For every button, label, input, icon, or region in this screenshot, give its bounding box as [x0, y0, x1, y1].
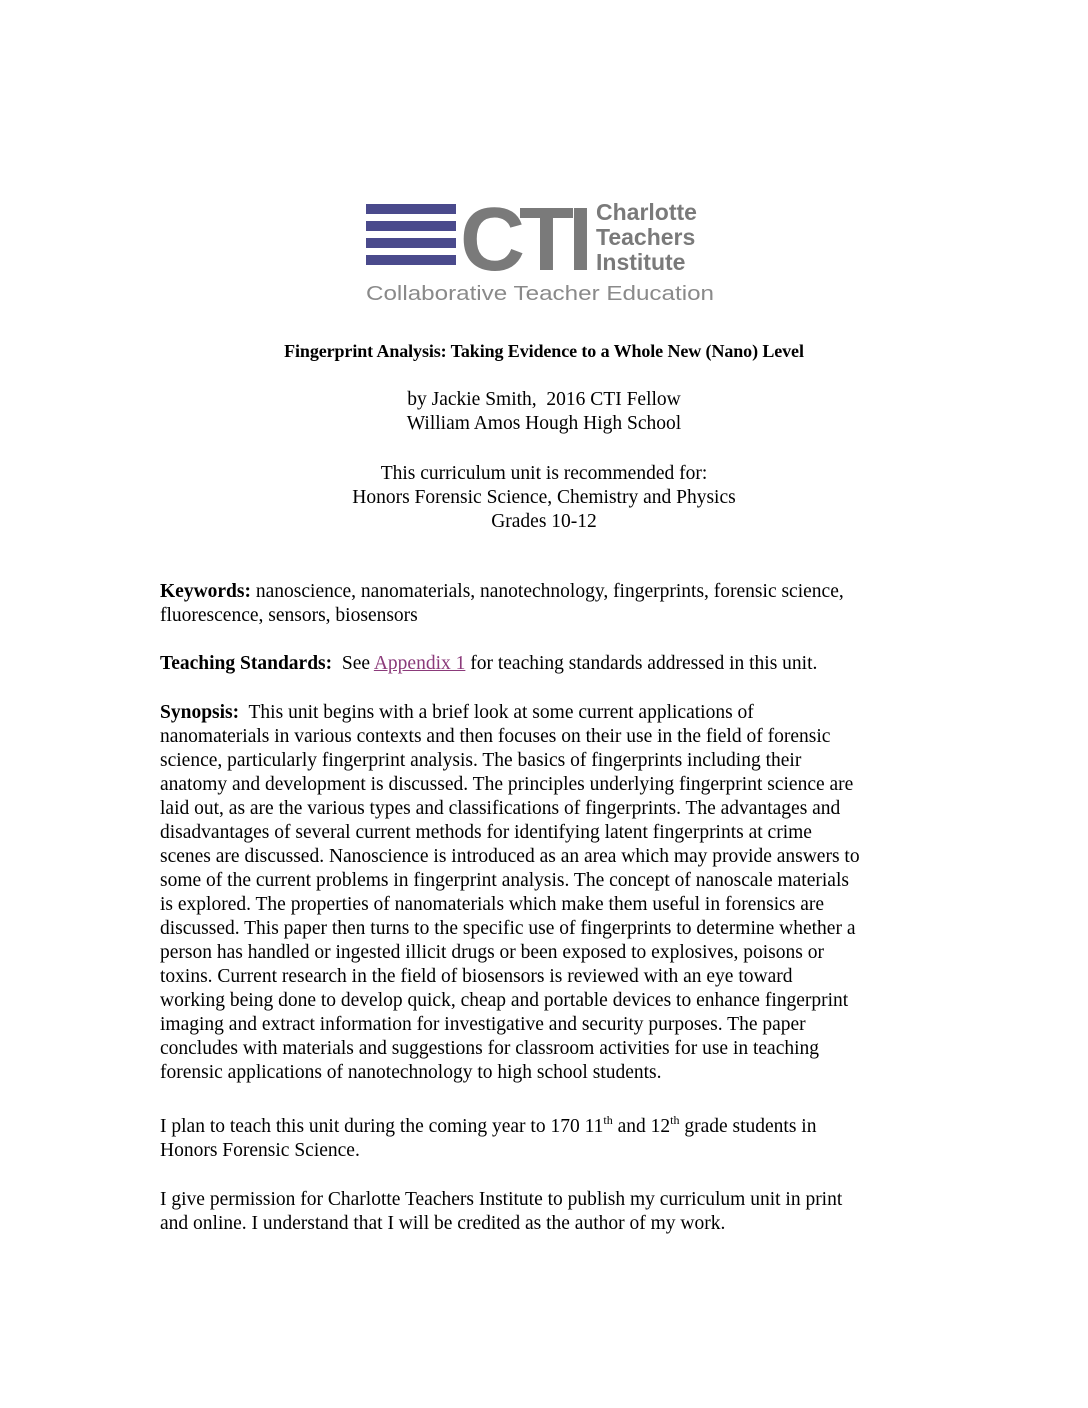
- appendix-link[interactable]: Appendix 1: [373, 653, 466, 674]
- plan-superscript-1: th: [603, 1113, 613, 1127]
- plan-line-2: Honors Forensic Science.: [160, 1140, 360, 1161]
- keywords-line-2: fluorescence, sensors, biosensors: [160, 605, 418, 626]
- plan-line-1: [160, 1115, 940, 1139]
- logo-acronym: CTI: [460, 196, 587, 290]
- recommendation-intro: This curriculum unit is recommended for:: [380, 463, 708, 484]
- keywords-paragraph: [160, 580, 940, 628]
- synopsis-line: person has handled or ingested illicit drugs or been exposed to explosives, poisons or: [160, 942, 824, 963]
- recommendation-grades: Grades 10-12: [491, 511, 597, 532]
- standards-post: for teaching standards addressed in this unit.: [465, 653, 818, 674]
- synopsis-line: scenes are discussed. Nanoscience is introduced as an area which may provide answers to: [160, 846, 860, 867]
- keywords-label: Keywords:: [160, 581, 251, 602]
- synopsis-line: some of the current problems in fingerprint analysis. The concept of nanoscale materials: [160, 870, 849, 891]
- synopsis-line: forensic applications of nanotechnology to high school students.: [160, 1062, 662, 1083]
- synopsis-line: disadvantages of several current methods for identifying latent fingerprints at crime: [160, 822, 812, 843]
- logo-stripe: [366, 238, 456, 248]
- synopsis-line: [160, 701, 940, 725]
- logo-stripe: [366, 255, 456, 265]
- standards-line: [160, 652, 940, 676]
- recommendation: [0, 462, 1088, 534]
- page-title: Fingerprint Analysis: Taking Evidence to a Whole New (Nano) Level: [284, 341, 804, 361]
- synopsis-line: nanomaterials in various contexts and then focuses on their use in the field of forensic: [160, 726, 831, 747]
- permission-paragraph: [160, 1188, 940, 1236]
- cti-logo-graphic: [362, 196, 722, 308]
- permission-line-2: and online. I understand that I will be credited as the author of my work.: [160, 1213, 726, 1234]
- keywords-line-1: [160, 580, 940, 604]
- author-line: by Jackie Smith, 2016 CTI Fellow: [407, 389, 681, 410]
- synopsis-line: is explored. The properties of nanomaterials which make them useful in forensics are: [160, 894, 825, 915]
- synopsis-line: concludes with materials and suggestions for classroom activities for use in teaching: [160, 1038, 820, 1059]
- synopsis-line: working being done to develop quick, cheap and portable devices to enhance fingerprint: [160, 990, 849, 1011]
- synopsis-text: This unit begins with a brief look at some current applications of: [239, 702, 754, 723]
- logo-tagline: Collaborative Teacher Education: [366, 282, 714, 305]
- logo-stripe: [366, 204, 456, 214]
- plan-text-2: and 12: [612, 1116, 671, 1137]
- plan-superscript-2: th: [670, 1113, 680, 1127]
- byline: [0, 388, 1088, 436]
- synopsis-paragraph: [160, 701, 940, 1085]
- logo-stripe: [366, 221, 456, 231]
- standards-label: Teaching Standards:: [160, 653, 333, 674]
- plan-text-1: I plan to teach this unit during the coming year to 170 11: [160, 1116, 604, 1137]
- plan-paragraph: [160, 1115, 940, 1163]
- synopsis-line: discussed. This paper then turns to the specific use of fingerprints to determine whether a: [160, 918, 856, 939]
- logo-name-line-2: Teachers: [596, 224, 696, 250]
- permission-line-1: I give permission for Charlotte Teachers Institute to publish my curriculum unit in print: [160, 1189, 843, 1210]
- logo-name-line-3: Institute: [596, 249, 686, 275]
- cti-logo: [362, 196, 722, 308]
- synopsis-line: imaging and extract information for investigative and security purposes. The paper: [160, 1014, 806, 1035]
- school-line: William Amos Hough High School: [406, 413, 682, 434]
- plan-text-3: grade students in: [679, 1116, 817, 1137]
- logo-name-line-1: Charlotte: [596, 199, 697, 225]
- keywords-text-1: nanoscience, nanomaterials, nanotechnology, fingerprints, forensic science,: [251, 581, 844, 602]
- synopsis-label: Synopsis:: [160, 702, 240, 723]
- recommendation-subjects: Honors Forensic Science, Chemistry and Physics: [352, 487, 736, 508]
- standards-pre: See: [332, 653, 374, 674]
- synopsis-line: laid out, as are the various types and classifications of fingerprints. The advantages and: [160, 798, 841, 819]
- synopsis-line: anatomy and development is discussed. The principles underlying fingerprint science are: [160, 774, 854, 795]
- synopsis-line: toxins. Current research in the field of biosensors is reviewed with an eye toward: [160, 966, 793, 987]
- synopsis-line: science, particularly fingerprint analysis. The basics of fingerprints including their: [160, 750, 802, 771]
- standards-paragraph: [160, 652, 940, 676]
